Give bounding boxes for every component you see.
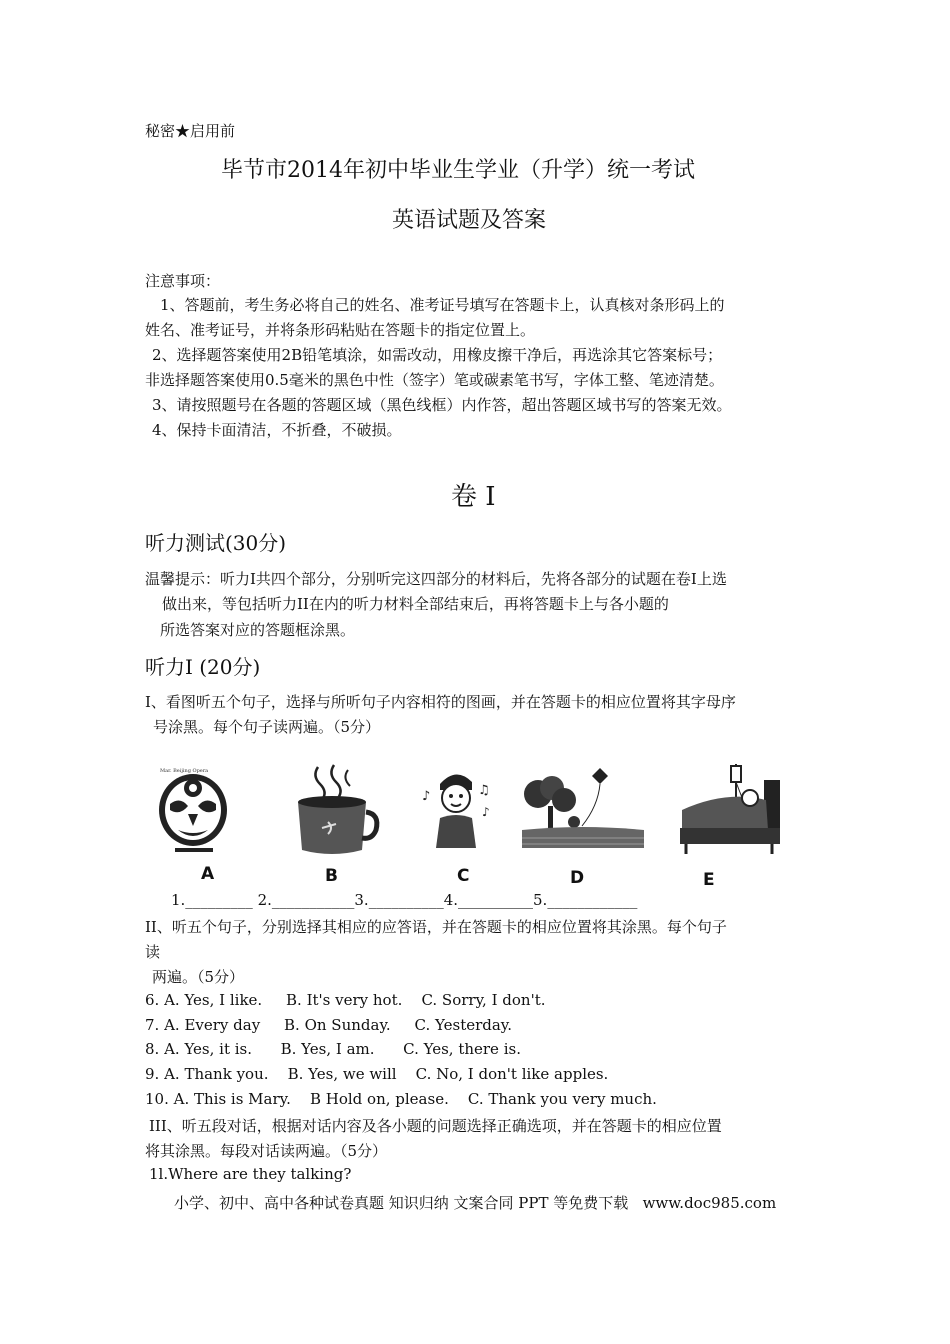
question-9: 9. A. Thank you. B. Yes, we will C. No, I don't like apples.: [145, 1065, 609, 1083]
svg-text:♪: ♪: [482, 805, 490, 819]
part1-instruction: 号涂黑。每个句子读两遍。（5分）: [153, 718, 381, 736]
question-10: 10. A. This is Mary. B Hold on, please. C. Thank you very much.: [145, 1090, 657, 1108]
listening-tip: 所选答案对应的答题框涂黑。: [160, 621, 356, 639]
picture-letter: B: [325, 866, 338, 886]
notes-line: 姓名、准考证号，并将条形码粘贴在答题卡的指定位置上。: [145, 321, 536, 339]
notes-line: 1、答题前，考生务必将自己的姓名、准考证号填写在答题卡上，认真核对条形码上的: [160, 296, 725, 314]
picture-letter: C: [457, 866, 470, 886]
question-7: 7. A. Every day B. On Sunday. C. Yesterday.: [145, 1016, 513, 1034]
page-footer: 小学、初中、高中各种试卷真题 知识归纳 文案合同 PPT 等免费下载 www.doc985.com: [174, 1194, 777, 1212]
listening-tip: 做出来，等包括听力II在内的听力材料全部结束后，再将答题卡上与各小题的: [162, 595, 669, 613]
notes-line: 4、保持卡面清洁，不折叠，不破损。: [152, 421, 402, 439]
notes-line: 2、选择题答案使用2B铅笔填涂，如需改动，用橡皮擦干净后，再选涂其它答案标号；: [152, 346, 723, 364]
part2-instruction: II、听五个句子，分别选择其相应的应答语，并在答题卡的相应位置将其涂黑。每个句子: [145, 918, 727, 936]
picture-letter: E: [703, 870, 715, 890]
listening-heading: 听力测试(30分): [145, 531, 287, 555]
exam-title: 毕节市2014年初中毕业生学业（升学）统一考试: [221, 158, 695, 183]
hot-cup-icon: [288, 762, 383, 860]
question-11: 1l.Where are they talking?: [149, 1165, 352, 1183]
answer-blanks: 1._________ 2.___________3.__________4.__________5.____________: [171, 891, 638, 909]
part3-instruction: 将其涂黑。每段对话读两遍。（5分）: [145, 1142, 388, 1160]
boy-singing-icon: [418, 766, 498, 856]
notes-line: 3、请按照题号在各题的答题区域（黑色线框）内作答，超出答题区域书写的答案无效。: [152, 396, 732, 414]
svg-text:Mar. Beijing Opera: Mar. Beijing Opera: [160, 768, 209, 774]
picture-letter: A: [201, 864, 215, 884]
secret-label: 秘密★启用前: [145, 122, 236, 140]
listening-tip: 温馨提示：听力I共四个部分，分别听完这四部分的材料后，先将各部分的试题在卷I上选: [145, 570, 727, 588]
question-8: 8. A. Yes, it is. B. Yes, I am. C. Yes, there is.: [145, 1040, 521, 1058]
notes-heading: 注意事项：: [145, 272, 221, 290]
notes-line: 非选择题答案使用0.5毫米的黑色中性（签字）笔或碳素笔书写，字体工整、笔迹清楚。: [145, 371, 724, 389]
exam-subtitle: 英语试题及答案: [392, 208, 547, 233]
picture-letter: D: [570, 868, 585, 888]
part2-instruction: 两遍。（5分）: [152, 968, 245, 986]
part2-instruction: 读: [145, 943, 161, 961]
svg-text:♪: ♪: [422, 789, 431, 804]
svg-text:♫: ♫: [478, 783, 490, 798]
volume-heading: 卷 I: [451, 482, 496, 512]
kite-landscape-icon: [522, 766, 644, 854]
opera-mask-icon: [150, 766, 245, 856]
question-6: 6. A. Yes, I like. B. It's very hot. C. Sorry, I don't.: [145, 991, 546, 1009]
hospital-bed-icon: [676, 760, 786, 860]
part1-heading: 听力I (20分): [145, 655, 261, 679]
part3-instruction: III、听五段对话，根据对话内容及各小题的问题选择正确选项，并在答题卡的相应位置: [149, 1117, 722, 1135]
part1-instruction: I、看图听五个句子，选择与所听句子内容相符的图画，并在答题卡的相应位置将其字母序: [145, 693, 736, 711]
